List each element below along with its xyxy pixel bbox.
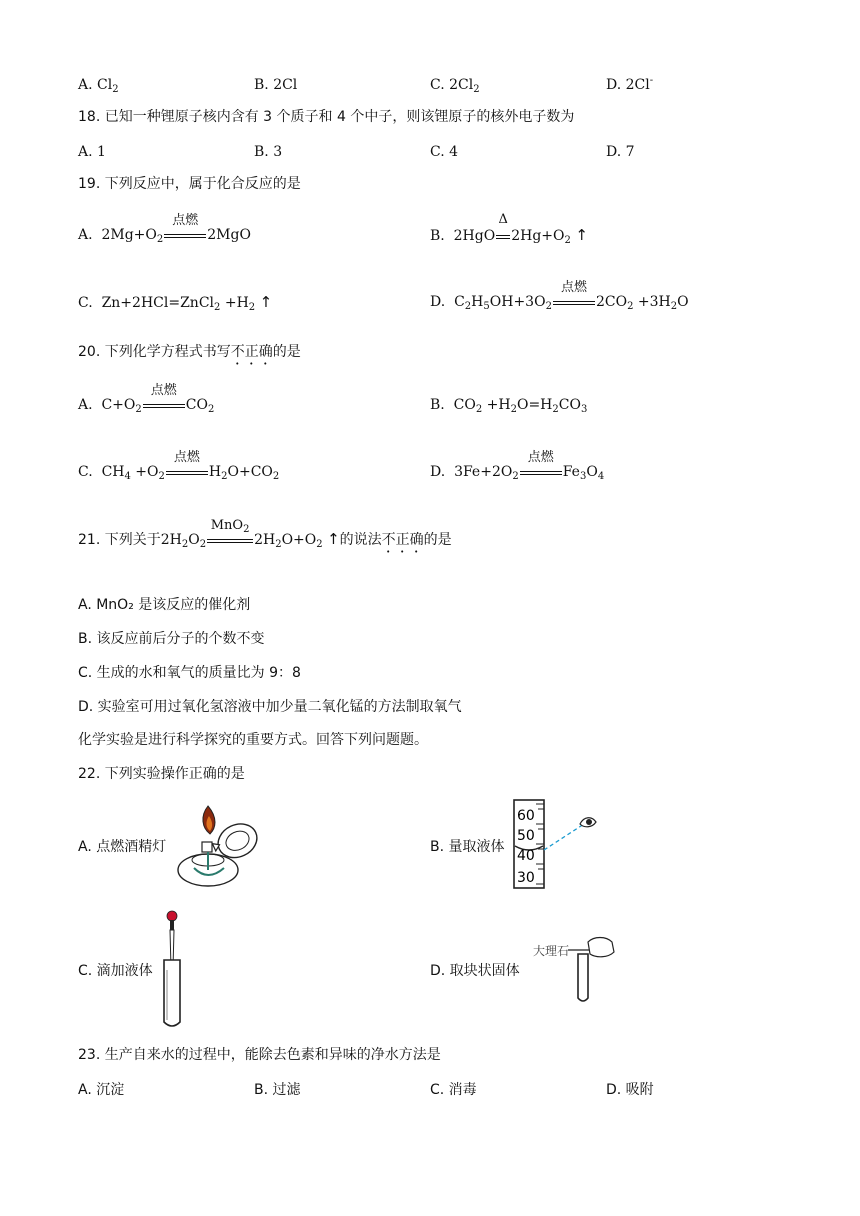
condition-heat: Δ [498, 212, 508, 227]
graduated-cylinder-illustration [512, 798, 604, 890]
q21-option-a[interactable]: A. MnO₂ 是该反应的催化剂 [78, 597, 251, 613]
q19-option-b[interactable]: B. 2HgO Δ $2Hg+O_2$ ↑ [430, 212, 588, 246]
q19-option-d[interactable]: D. $C_2H_5OH+3O_2$ 点燃 $2CO_2 +3H_2O$ [430, 280, 689, 312]
q21-option-c[interactable]: C. 生成的水和氧气的质量比为 9：8 [78, 665, 301, 681]
hand-icon [588, 938, 614, 957]
q22-option-a[interactable]: A. 点燃酒精灯 [78, 839, 167, 855]
q23-option-d[interactable]: D. 吸附 [606, 1082, 654, 1098]
q18-option-c[interactable]: C. 4 [430, 144, 459, 160]
q18-option-a[interactable]: A. 1 [78, 144, 106, 160]
q19-stem: 19. 下列反应中，属于化合反应的是 [78, 176, 301, 192]
q20-option-a[interactable]: A. $C+O_2$ 点燃 $CO_2$ [78, 383, 215, 415]
q22-option-d[interactable]: D. 取块状固体 [430, 963, 520, 979]
q22-stem: 22. 下列实验操作正确的是 [78, 766, 245, 782]
q20-option-b[interactable]: B. $CO_2 +H_2O=H_2CO_3$ [430, 397, 588, 415]
q20-stem: 20. 下列化学方程式书写不正确的是 [78, 344, 301, 360]
q18-option-b[interactable]: B. 3 [254, 144, 283, 160]
q17-option-a[interactable]: A. $Cl_2$ [78, 77, 119, 95]
q23-option-a[interactable]: A. 沉淀 [78, 1082, 125, 1098]
q19-option-a[interactable]: A. $2Mg+O_2$ 点燃 2MgO [78, 213, 251, 245]
q22-option-c[interactable]: C. 滴加液体 [78, 963, 153, 979]
marble-label: 大理石 [533, 944, 570, 958]
q18-option-d[interactable]: D. 7 [606, 144, 635, 160]
cylinder-tick-40: 40 [517, 848, 535, 864]
cylinder-tick-60: 60 [517, 808, 535, 824]
q21-stem: 21. 下列关于$2H_2O_2$ MnO$_2$ $2H_2O+O_2$ ↑的说法不正确的是 [78, 518, 452, 550]
q17-option-b[interactable]: B. 2Cl [254, 77, 298, 93]
q19-option-c[interactable]: C. Zn+2HCl=ZnCl$_2$ $+H_2$ ↑ [78, 293, 273, 313]
condition-ignite: 点燃 [172, 213, 199, 228]
cylinder-tick-30: 30 [517, 870, 535, 886]
q23-option-c[interactable]: C. 消毒 [430, 1082, 477, 1098]
q22-option-b[interactable]: B. 量取液体 [430, 839, 505, 855]
q21-option-b[interactable]: B. 该反应前后分子的个数不变 [78, 631, 265, 647]
marble-test-tube-illustration [560, 932, 616, 1006]
q23-stem: 23. 生产自来水的过程中，能除去色素和异味的净水方法是 [78, 1047, 441, 1063]
section-intro: 化学实验是进行科学探究的重要方式。回答下列问题题。 [78, 732, 428, 748]
q18-stem: 18. 已知一种锂原子核内含有 3 个质子和 4 个中子，则该锂原子的核外电子数为 [78, 109, 575, 125]
cylinder-tick-50: 50 [517, 828, 535, 844]
dropper-test-tube-illustration [158, 908, 188, 1030]
q20-option-c[interactable]: C. $CH_4 +O_2$ 点燃 $H_2O+CO_2$ [78, 450, 280, 482]
alcohol-lamp-illustration [172, 798, 268, 892]
q23-option-b[interactable]: B. 过滤 [254, 1082, 301, 1098]
q20-option-d[interactable]: D. $3Fe+2O_2$ 点燃 $Fe_3O_4$ [430, 450, 605, 482]
q17-option-c[interactable]: C. $2Cl_2$ [430, 77, 480, 95]
q21-option-d[interactable]: D. 实验室可用过氧化氢溶液中加少量二氧化锰的方法制取氧气 [78, 699, 462, 715]
q17-option-d[interactable]: D. 2Cl- [606, 75, 654, 93]
